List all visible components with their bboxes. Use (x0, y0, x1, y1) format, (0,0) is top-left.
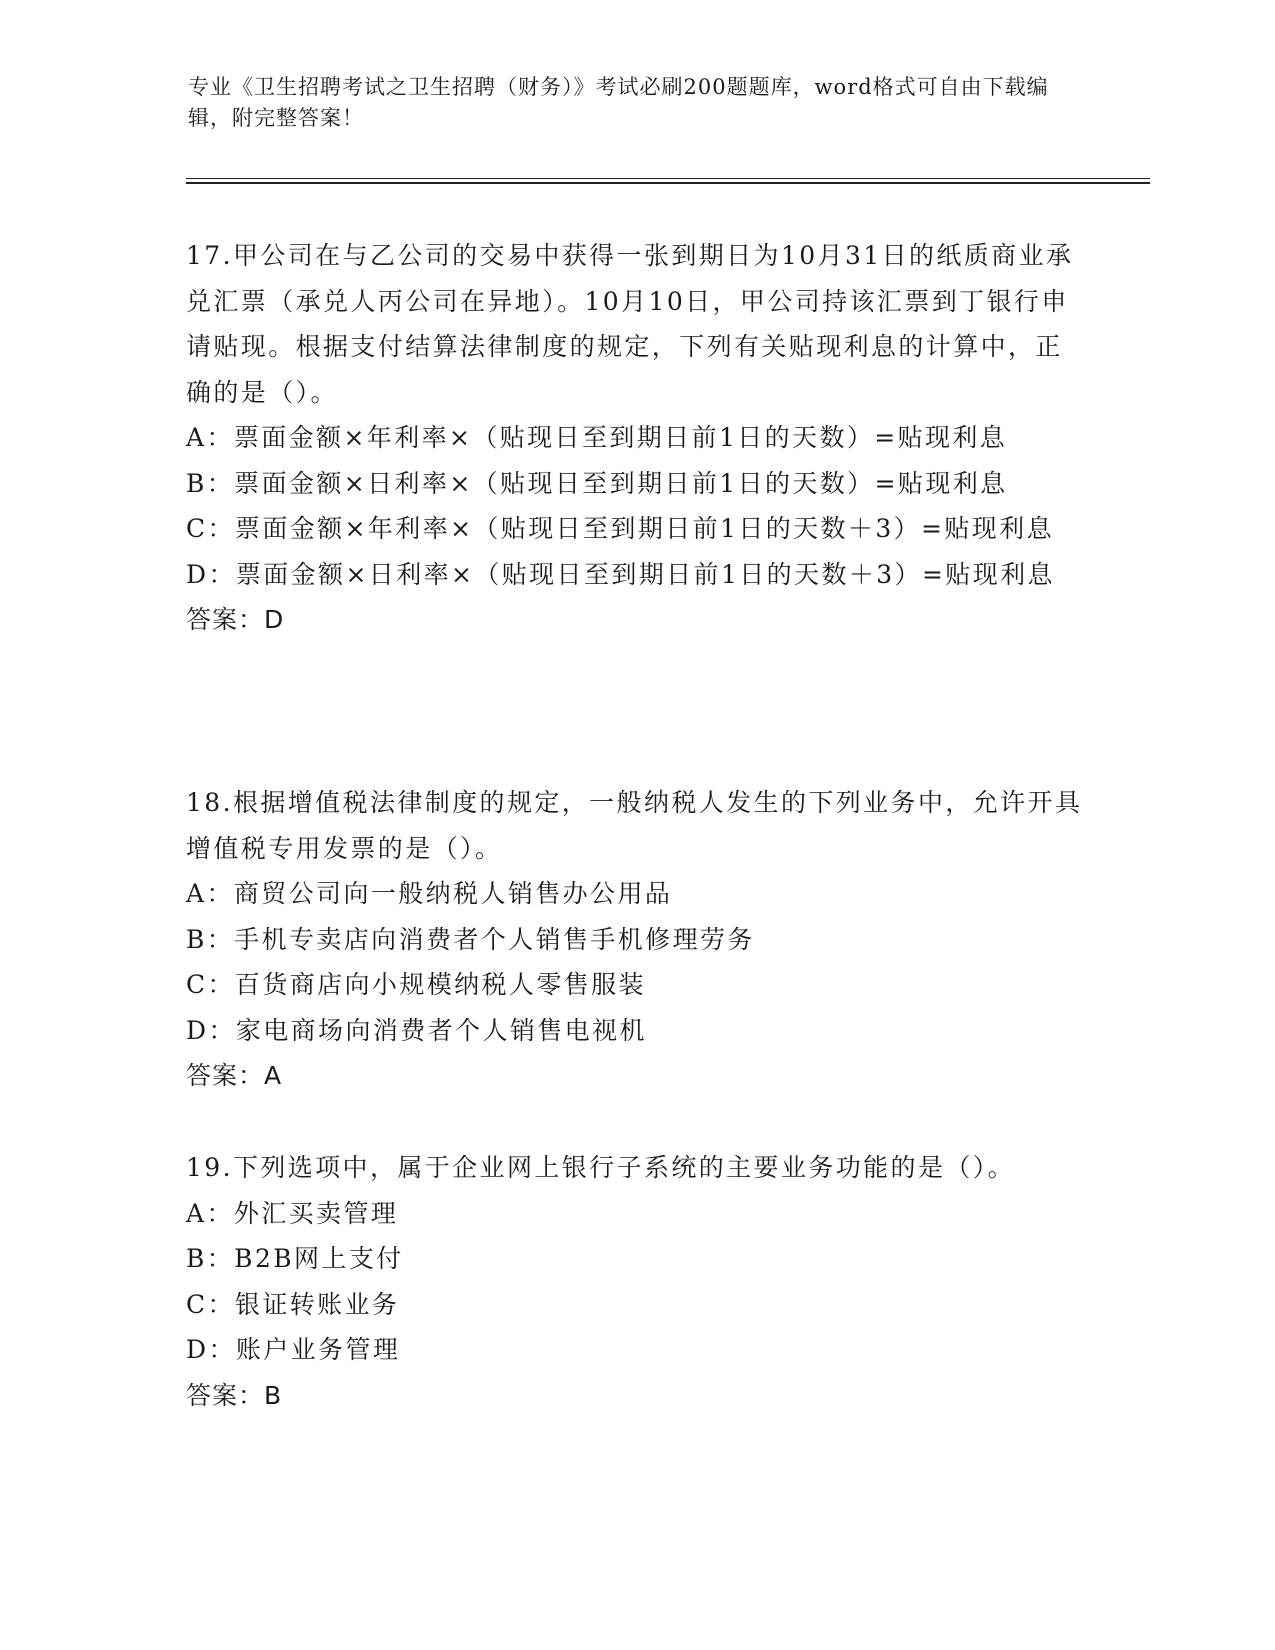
answer: 答案：B (186, 1380, 283, 1410)
question-stem: 17.甲公司在与乙公司的交易中获得一张到期日为10月31日的纸质商业承兑汇票（承兑人丙公司在异地）。10月10日，甲公司持该汇票到丁银行申请贴现。根据支付结算法律制度的规定，下列有关贴现利息的计算中，正确的是（）。 (186, 241, 1074, 407)
question-stem: 18.根据增值税法律制度的规定，一般纳税人发生的下列业务中，允许开具增值税专用发票的是（）。 (186, 788, 1083, 863)
question-17 (186, 233, 1086, 643)
option-b: B：票面金额×日利率×（贴现日至到期日前1日的天数）=贴现利息 (186, 468, 1008, 498)
option-b: B：B2B网上支付 (186, 1244, 404, 1273)
question-18 (186, 780, 1086, 1099)
option-c: C：银证转账业务 (186, 1289, 400, 1319)
answer: 答案：D (186, 605, 285, 634)
option-a: A：票面金额×年利率×（贴现日至到期日前1日的天数）=贴现利息 (186, 423, 1008, 452)
question-stem: 19.下列选项中，属于企业网上银行子系统的主要业务功能的是（）。 (186, 1153, 1016, 1182)
document-intro: 专业《卫生招聘考试之卫生招聘（财务）》考试必刷200题题库，word格式可自由下载编辑，附完整答案！ (188, 75, 1049, 130)
question-19 (186, 1145, 1086, 1418)
option-d: D：账户业务管理 (186, 1335, 401, 1364)
header-divider-thick (186, 182, 1150, 184)
option-d: D：票面金额×日利率×（贴现日至到期日前1日的天数＋3）=贴现利息 (186, 559, 1055, 589)
option-d: D：家电商场向消费者个人销售电视机 (186, 1015, 647, 1045)
option-a: A：商贸公司向一般纳税人销售办公用品 (186, 879, 673, 908)
answer: 答案：A (186, 1061, 283, 1090)
option-c: C：票面金额×年利率×（贴现日至到期日前1日的天数＋3）=贴现利息 (186, 514, 1054, 543)
option-c: C：百货商店向小规模纳税人零售服装 (186, 970, 646, 999)
option-a: A：外汇买卖管理 (186, 1198, 399, 1228)
header-divider-thin (186, 178, 1150, 179)
option-b: B：手机专卖店向消费者个人销售手机修理劳务 (186, 924, 755, 954)
